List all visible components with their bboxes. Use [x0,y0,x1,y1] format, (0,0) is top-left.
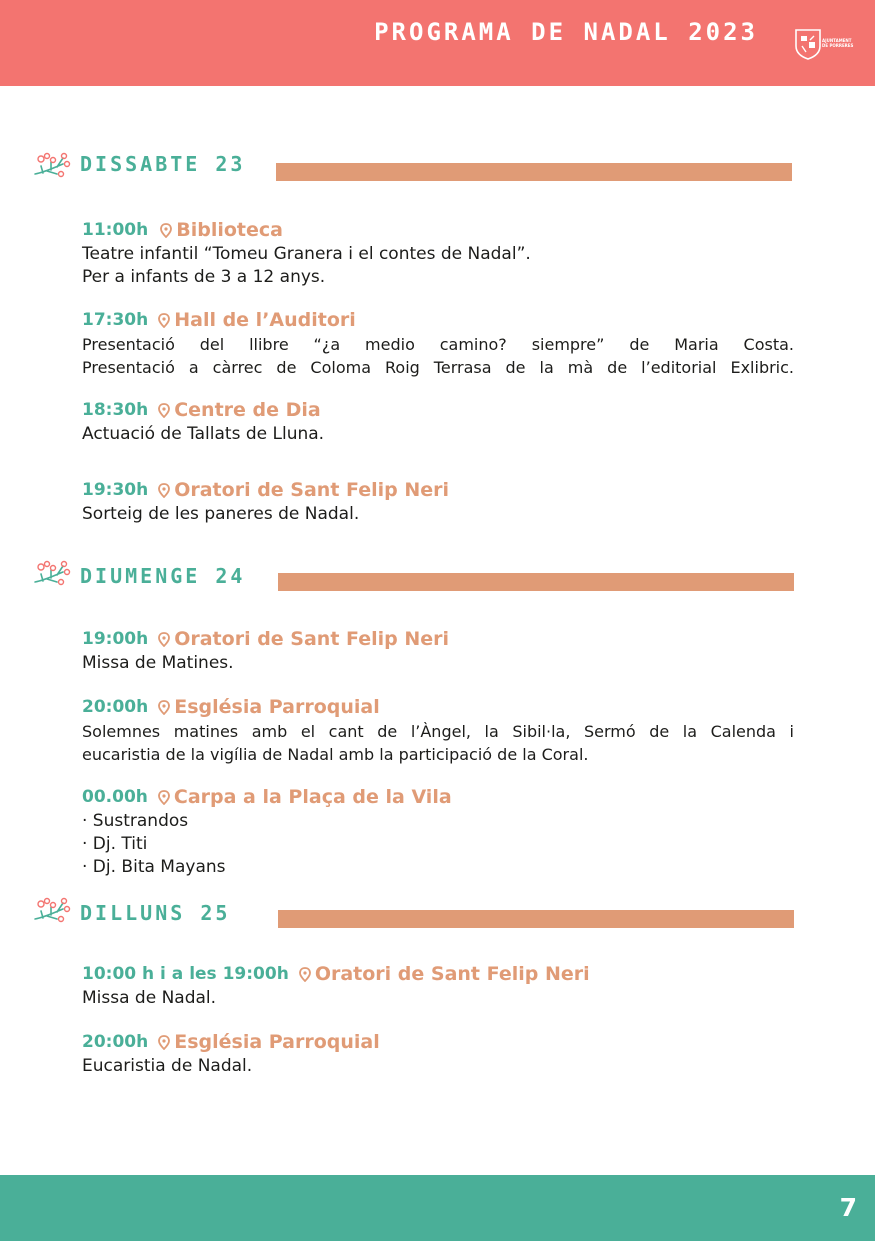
event-time: 19:30h [82,480,149,500]
document-title: PROGRAMA DE NADAL 2023 [374,18,758,46]
location-pin-icon [299,967,311,982]
location-pin-icon [158,483,170,498]
day-title: DIUMENGE 24 [80,564,246,588]
event-location: Oratori de Sant Felip Neri [314,963,590,985]
event-description: Missa de Nadal. [82,988,217,1008]
event-description [82,810,794,879]
day-header-dissabte [33,150,833,184]
event-location: Oratori de Sant Felip Neri [174,479,450,501]
event-time: 10:00 h i a les 19:00h [82,964,289,984]
page-footer [0,1175,875,1241]
day-header-diumenge [33,558,833,592]
day-title: DILLUNS 25 [80,901,231,925]
location-pin-icon [158,700,170,715]
event-location: Església Parroquial [174,1031,380,1053]
day-title: DISSABTE 23 [80,152,246,176]
event-item [82,963,794,1010]
event-description: Solemnes matines amb el cant de l’Àngel, la Sibil·la, Sermó de la Calenda i eucaristia de la vigília de Nadal amb la participació de la Coral. [82,722,794,764]
event-description: Actuació de Tallats de Lluna. [82,424,325,444]
location-pin-icon [158,632,170,647]
event-description: Presentació del llibre “¿a medio camino? siempre” de Maria Costa. Presentació a càrrec de Coloma Roig Terrasa de la mà de l’editorial Exlibric. [82,335,794,377]
event-time: 00.00h [82,787,148,807]
location-pin-icon [158,313,170,328]
divider-bar [278,573,794,591]
event-item [82,1031,794,1078]
event-location: Oratori de Sant Felip Neri [174,628,450,650]
list-item: · Sustrandos [82,811,189,831]
event-item [82,786,794,879]
event-location: Biblioteca [176,219,283,241]
page-header [0,0,875,86]
event-location: Centre de Dia [174,399,321,421]
event-item [82,479,794,526]
event-item [82,309,794,379]
event-location: Església Parroquial [174,696,380,718]
event-item [82,628,794,675]
list-item: · Dj. Bita Mayans [82,857,226,877]
list-item: · Dj. Titi [82,834,148,854]
divider-bar [276,163,792,181]
event-description: Sorteig de les paneres de Nadal. [82,504,360,524]
day-header-dilluns [33,895,833,929]
location-pin-icon [160,223,172,238]
location-pin-icon [158,1035,170,1050]
holly-branch-icon [33,895,71,925]
crest-caption: AJUNTAMENT DE PORRERES [822,38,854,48]
event-item [82,399,794,446]
event-item [82,219,794,289]
event-time: 20:00h [82,697,149,717]
holly-branch-icon [33,150,71,180]
divider-bar [278,910,794,928]
coat-of-arms-icon [793,28,823,60]
page-number: 7 [839,1193,857,1222]
event-time: 20:00h [82,1032,149,1052]
event-time: 11:00h [82,220,149,240]
event-description: Teatre infantil “Tomeu Granera i el contes de Nadal”. Per a infants de 3 a 12 anys. [82,244,531,287]
event-description: Missa de Matines. [82,653,234,673]
event-location: Hall de l’Auditori [174,309,356,331]
event-location: Carpa a la Plaça de la Vila [173,786,452,808]
event-item [82,696,794,766]
event-description: Eucaristia de Nadal. [82,1056,253,1076]
location-pin-icon [158,790,170,805]
event-time: 17:30h [82,310,149,330]
location-pin-icon [158,403,170,418]
event-time: 19:00h [82,629,149,649]
holly-branch-icon [33,558,71,588]
event-time: 18:30h [82,400,149,420]
